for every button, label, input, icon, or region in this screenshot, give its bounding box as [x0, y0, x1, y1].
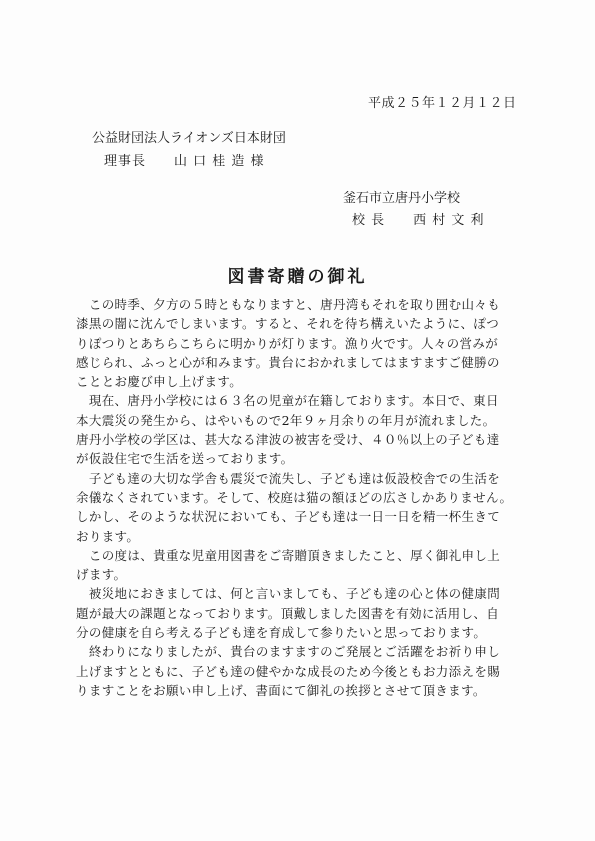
body-line: 本大震災の発生から、はやいもので2年９ヶ月余りの年月が流れました。	[76, 412, 496, 428]
body-line: 上げますとともに、子ども達の健やかな成長のため今後ともお力添えを賜	[76, 663, 501, 679]
body-line: しかし、そのような状況においても、子ども達は一日一日を精一杯生きて	[76, 509, 501, 525]
body-line: 現在、唐丹小学校には６３名の児童が在籍しております。本日で、東日	[76, 393, 499, 409]
body-line: 終わりになりましたが、貴台のますますのご発展とご活躍をお祈り申し	[76, 644, 501, 660]
letter-title: 図書寄贈の御礼	[227, 267, 368, 287]
recipient-name: 理事長 山 口 桂 造 様	[104, 154, 265, 169]
body-line: こととお慶び申し上げます。	[76, 374, 243, 390]
sender-name: 校 長 西 村 文 利	[352, 213, 485, 228]
body-line: 感じられ、ふっと心が和みます。貴台におかれましてはますますご健勝の	[76, 354, 500, 370]
body-line: 子ども達の大切な学舎も震災で流失し、子ども達は仮設校舎での生活を	[76, 470, 501, 486]
body-line: 題が最大の課題となっております。頂戴しました図書を有効に活用し、自	[76, 605, 500, 621]
sender-organization: 釜石市立唐丹小学校	[343, 191, 461, 206]
body-line: この度は、貴重な児童用図書をご寄贈頂きましたこと、厚く御礼申し上	[76, 547, 501, 563]
body-line: 被災地におきましては、何と言いましても、子ども達の心と体の健康問	[76, 586, 501, 602]
body-line: 唐丹小学校の学区は、甚大なる津波の被害を受け、４０％以上の子ども達	[76, 432, 500, 448]
letter-date: 平成２５年１２月１２日	[368, 96, 517, 111]
body-line: 漆黒の闇に沈んでしまいます。すると、それを待ち構えいたように、ぽつ	[76, 316, 500, 332]
letter-body	[76, 295, 554, 700]
body-line: げます。	[76, 567, 127, 583]
body-line: この時季、夕方の５時ともなりますと、唐丹湾もそれを取り囲む山々も	[76, 297, 501, 312]
recipient-organization: 公益財団法人ライオンズ日本財団	[92, 131, 286, 146]
body-line: おります。	[76, 528, 140, 544]
body-line: が仮設住宅で生活を送っております。	[76, 451, 294, 467]
body-line: 余儀なくされています。そして、校庭は猫の額ほどの広さしかありません。	[76, 489, 513, 505]
body-line: りぽつりとあちらこちらに明かりが灯ります。漁り火です。人々の営みが	[76, 335, 499, 351]
body-line: りますことをお願い申し上げ、書面にて御礼の挨拶とさせて頂きます。	[76, 682, 486, 698]
body-line: 分の健康を自ら考える子ども達を育成して参りたいと思っております。	[76, 625, 487, 641]
